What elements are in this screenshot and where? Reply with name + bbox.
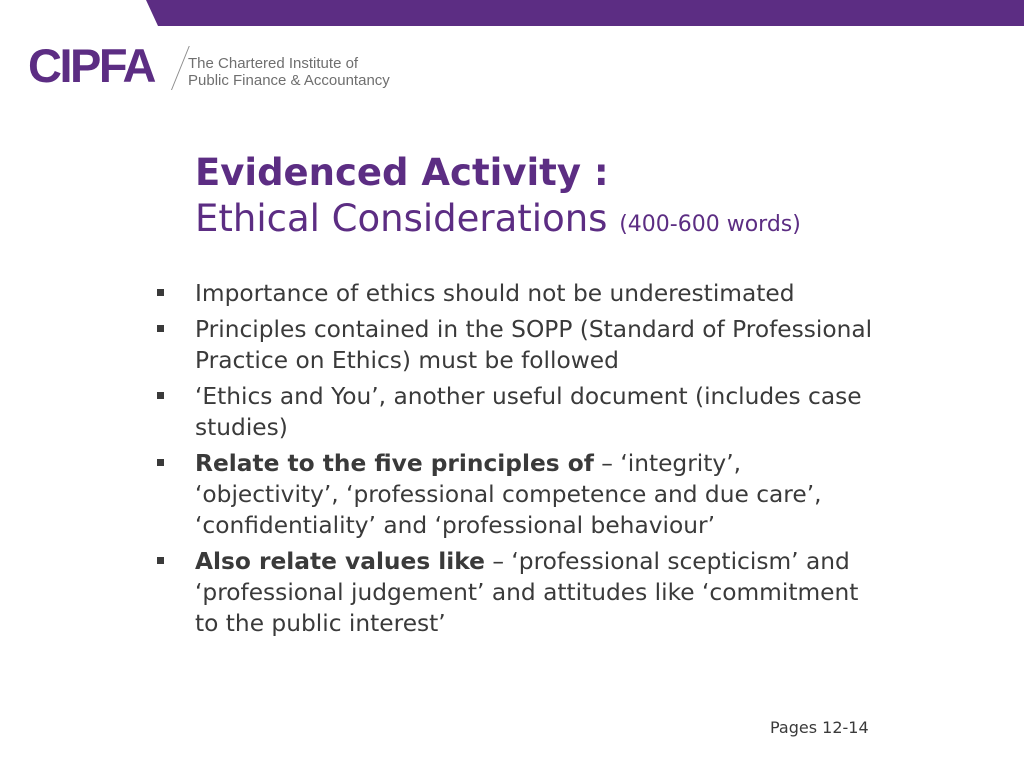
square-bullet-icon (157, 325, 164, 332)
bullet-text: – ‘integrity’, ‘objectivity’, ‘professional competence and due care’, ‘confidentiality’ and ‘professional behaviour’ (195, 450, 822, 539)
square-bullet-icon (157, 557, 164, 564)
bullet-text: – ‘professional scepticism’ and ‘professional judgement’ and attitudes like ‘commitment to the public interest’ (195, 548, 859, 637)
top-accent-band (0, 0, 1024, 26)
slide-title (195, 150, 801, 248)
bullet-item (155, 314, 875, 376)
logo-tagline (188, 55, 390, 89)
bullet-item (155, 381, 875, 443)
bullet-bold-text: Relate to the five principles of (195, 450, 594, 477)
bullet-list (155, 278, 875, 644)
bullet-text: Importance of ethics should not be underestimated (195, 280, 795, 307)
logo-tagline-line2: Public Finance & Accountancy (188, 72, 390, 89)
title-subheading (195, 196, 801, 248)
bullet-item (155, 546, 875, 639)
title-subheading-text: Ethical Considerations (195, 197, 608, 240)
logo-tagline-line1: The Chartered Institute of (188, 55, 359, 72)
bullet-bold-text: Also relate values like (195, 548, 485, 575)
square-bullet-icon (157, 459, 164, 466)
word-count-note: (400-600 words) (619, 212, 801, 237)
square-bullet-icon (157, 392, 164, 399)
logo-wordmark: CIPFA (28, 39, 154, 92)
page-reference: Pages 12-14 (770, 718, 869, 737)
bullet-item (155, 448, 875, 541)
bullet-text: Principles contained in the SOPP (Standard of Professional Practice on Ethics) must be followed (195, 316, 873, 374)
title-heading: Evidenced Activity : (195, 151, 609, 194)
logo-divider (171, 46, 190, 90)
square-bullet-icon (157, 289, 164, 296)
cipfa-logo (28, 40, 428, 96)
bullet-item (155, 278, 875, 309)
bullet-text: ‘Ethics and You’, another useful document (includes case studies) (195, 383, 862, 441)
